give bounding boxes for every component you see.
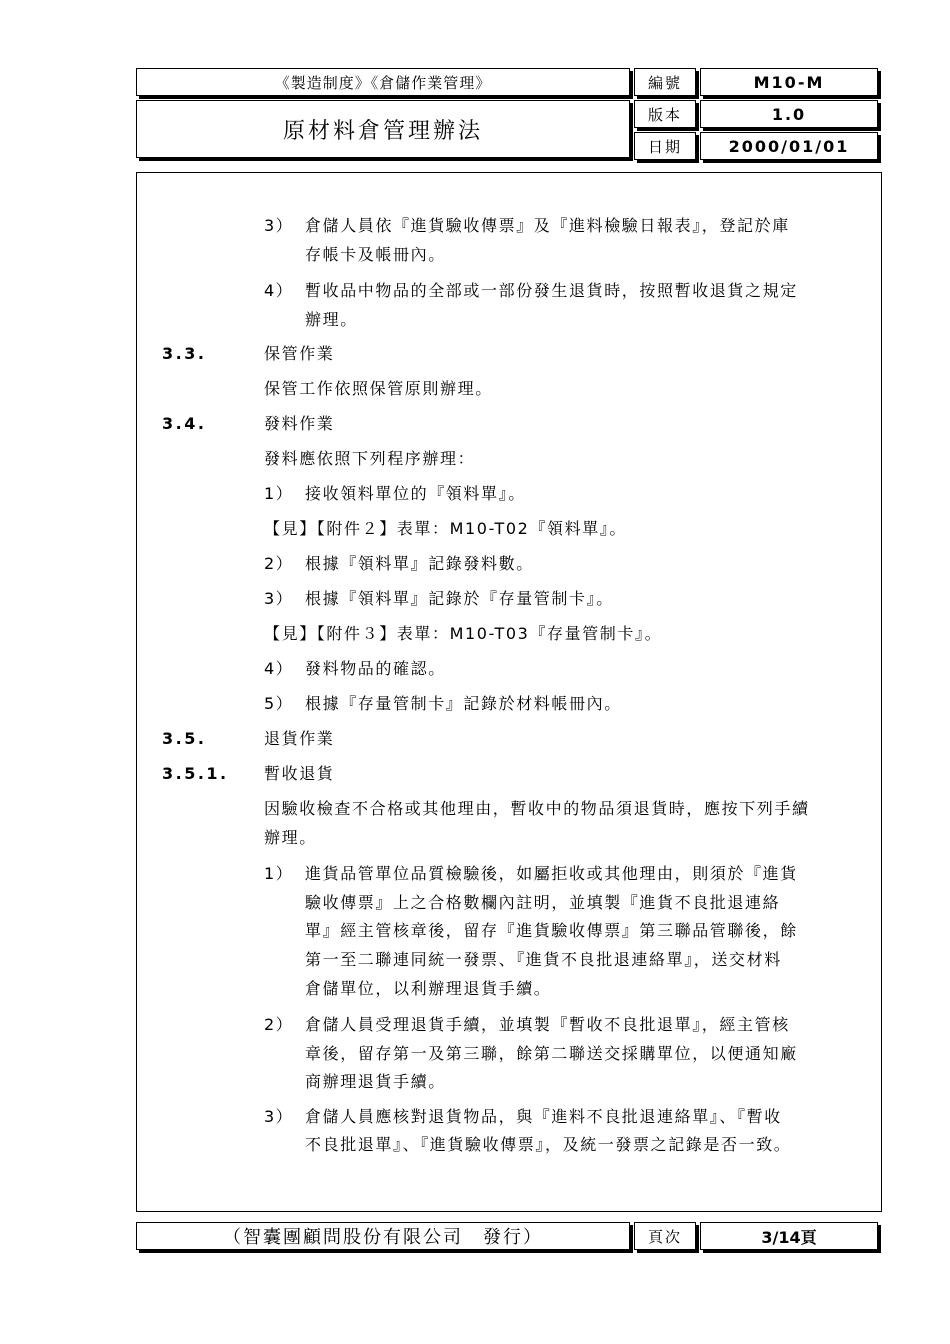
item-text: 暫收品中物品的全部或一部份發生退貨時，按照暫收退貨之規定 (305, 281, 798, 300)
number-value: M10-M (700, 68, 878, 96)
page-number: 3/14頁 (700, 1222, 878, 1250)
series-title: 《製造制度》《倉儲作業管理》 (136, 68, 630, 96)
attachment-reference: 【見】【附件２】表單：M10-T02『領料單』。 (264, 519, 628, 538)
item-text: 根據『領料單』記錄發料數。 (305, 554, 534, 573)
item-text: 倉儲人員受理退貨手續，並填製『暫收不良批退單』，經主管核 (305, 1015, 790, 1034)
number-label: 編號 (634, 68, 696, 96)
section-title: 保管作業 (264, 344, 335, 363)
section-number: 3.3. (162, 344, 207, 363)
section-number: 3.5. (162, 729, 207, 748)
item-text: 接收領料單位的『領料單』。 (305, 484, 526, 503)
item-text: 不良批退單』、『進貨驗收傳票』，及統一發票之記錄是否一致。 (305, 1135, 792, 1154)
section-title: 發料作業 (264, 414, 335, 433)
document-header (136, 68, 882, 162)
item-number: 2） (264, 554, 294, 573)
item-number: 3） (264, 1107, 294, 1126)
item-text: 發料物品的確認。 (305, 659, 446, 678)
item-text: 倉儲人員應核對退貨物品，與『進料不良批退連絡單』、『暫收 (305, 1107, 782, 1126)
section-title: 退貨作業 (264, 729, 335, 748)
item-number: 2） (264, 1015, 294, 1034)
publisher-text: （智囊團顧問股份有限公司 發行） (136, 1222, 630, 1250)
date-label: 日期 (634, 132, 696, 160)
section-title: 暫收退貨 (264, 764, 335, 783)
item-text: 章後，留存第一及第三聯，餘第二聯送交採購單位，以便通知廠 (305, 1044, 798, 1063)
version-label: 版本 (634, 100, 696, 128)
item-text: 驗收傳票』上之合格數欄內註明，並填製『進貨不良批退連絡 (305, 893, 781, 912)
item-text: 單』經主管核章後，留存『進貨驗收傳票』第三聯品管聯後，餘 (305, 921, 798, 940)
item-text: 進貨品管單位品質檢驗後，如屬拒收或其他理由，則須於『進貨 (305, 864, 798, 883)
item-number: 1） (264, 484, 294, 503)
page-label: 頁次 (634, 1222, 696, 1250)
item-text: 根據『領料單』記錄於『存量管制卡』。 (305, 589, 614, 608)
paragraph: 辦理。 (264, 828, 317, 847)
item-number: 1） (264, 864, 294, 883)
attachment-reference: 【見】【附件３】表單：M10-T03『存量管制卡』。 (264, 624, 663, 643)
section-number: 3.4. (162, 414, 207, 433)
item-number: 4） (264, 659, 294, 678)
date-value: 2000/01/01 (700, 132, 878, 160)
document-title: 原材料倉管理辦法 (136, 100, 630, 158)
document-footer (136, 1222, 882, 1254)
paragraph: 因驗收檢查不合格或其他理由，暫收中的物品須退貨時，應按下列手續 (264, 799, 810, 818)
paragraph: 發料應依照下列程序辦理： (264, 449, 476, 468)
item-text: 存帳卡及帳冊內。 (305, 245, 446, 264)
paragraph: 保管工作依照保管原則辦理。 (264, 379, 493, 398)
section-number: 3.5.1. (162, 764, 229, 783)
item-text: 倉儲單位，以利辦理退貨手續。 (305, 979, 552, 998)
item-text: 倉儲人員依『進貨驗收傳票』及『進料檢驗日報表』，登記於庫 (305, 216, 790, 235)
item-number: 3） (264, 216, 294, 235)
item-text: 根據『存量管制卡』記錄於材料帳冊內。 (305, 694, 622, 713)
item-number: 4） (264, 281, 294, 300)
item-text: 第一至二聯連同統一發票、『進貨不良批退連絡單』，送交材料 (305, 950, 782, 969)
item-text: 商辦理退貨手續。 (305, 1072, 446, 1091)
item-text: 辦理。 (305, 310, 358, 329)
version-value: 1.0 (700, 100, 878, 128)
item-number: 3） (264, 589, 294, 608)
item-number: 5） (264, 694, 294, 713)
